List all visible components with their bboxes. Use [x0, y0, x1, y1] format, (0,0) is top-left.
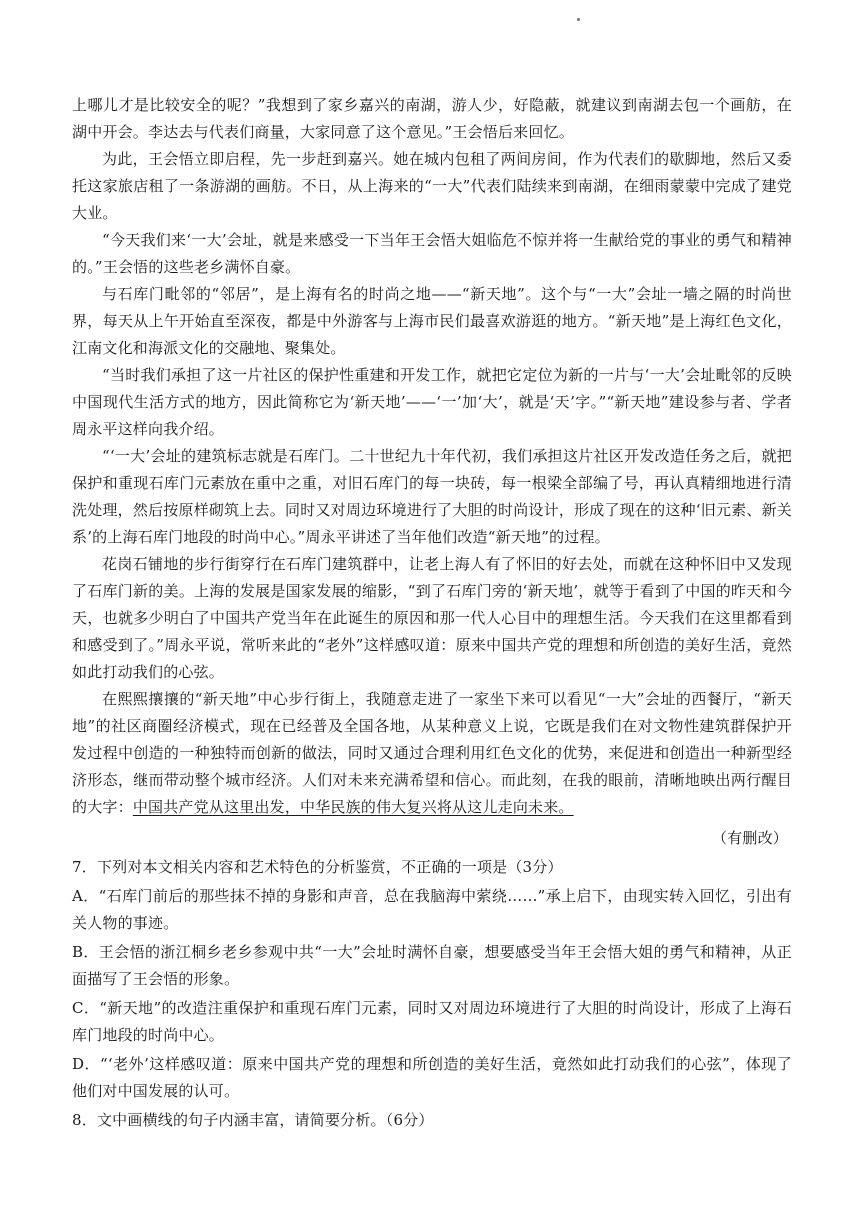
paragraph-4: 与石库门毗邻的“邻居”，是上海有名的时尚之地——“新天地”。这个与“一大”会址一墙之隔的时尚世界，每天从上午开始直至深夜，都是中外游客与上海市民们最喜欢游逛的地方。“新天地”是上海红色文化，江南文化和海派文化的交融地、聚集处。 [72, 285, 792, 357]
paragraph-1: 上哪儿才是比较安全的呢？”我想到了家乡嘉兴的南湖，游人少，好隐蔽，就建议到南湖去包一个画舫，在湖中开会。李达去与代表们商量，大家同意了这个意见。”王会悟后来回忆。 [72, 96, 792, 141]
question-7-option-b: B．王会悟的浙江桐乡老乡参观中共“一大”会址时满怀自豪，想要感受当年王会悟大姐的勇气和精神，从正面描写了王会悟的形象。 [72, 943, 792, 988]
question-7-option-d: D．“‘老外’这样感叹道：原来中国共产党的理想和所创造的美好生活，竟然如此打动我们的心弦”，体现了他们对中国发展的认可。 [72, 1055, 792, 1100]
paragraph-3: “今天我们来‘一大’会址，就是来感受一下当年王会悟大姐临危不惊并将一生献给党的事业的勇气和精神的。”王会悟的这些老乡满怀自豪。 [72, 231, 792, 276]
question-7-option-c: C．“新天地”的改造注重保护和重现石库门元素，同时又对周边环境进行了大胆的时尚设计，形成了上海石库门地段的时尚中心。 [72, 999, 792, 1044]
paragraph-2: 为此，王会悟立即启程，先一步赶到嘉兴。她在城内包租了两间房间，作为代表们的歇脚地，然后又委托这家旅店租了一条游湖的画舫。不日，从上海来的“一大”代表们陆续来到南湖，在细雨蒙蒙中完成了建党大业。 [72, 150, 792, 222]
question-8-stem: 8．文中画横线的句子内涵丰富，请简要分析。（6分） [72, 1111, 434, 1129]
paragraph-7: 花岗石铺地的步行街穿行在石库门建筑群中，让老上海人有了怀旧的好去处，而就在这种怀旧中又发现了石库门新的美。上海的发展是国家发展的缩影，“到了石库门旁的‘新天地’，就等于看到了中国的昨天和今天，也就多少明白了中国共产党当年在此诞生的原因和那一代人心目中的理想生活。今天我们在这里都看到和感受到了。”周永平说，常听来此的“老外”这样感叹道：原来中国共产党的理想和所创造的美好生活，竟然如此打动我们的心弦。 [72, 555, 792, 681]
paragraph-5: “当时我们承担了这一片社区的保护性重建和开发工作，就把它定位为新的一片与‘一大’会址毗邻的反映中国现代生活方式的地方，因此简称它为‘新天地’——‘一’加‘大’，就是‘天’字。”“新天地”建设参与者、学者周永平这样向我介绍。 [72, 366, 792, 438]
question-7-stem: 7．下列对本文相关内容和艺术特色的分析鉴赏，不正确的一项是（3分） [72, 858, 563, 876]
paragraph-8-text: 在熙熙攘攘的“新天地”中心步行街上，我随意走进了一家坐下来可以看见“一大”会址的西餐厅，“新天地”的社区商圈经济模式，现在已经普及全国各地，从某种意义上说，它既是我们在对文物性建筑群保护开发过程中创造的一种独特而创新的做法，同时又通过合理利用红色文化的优势，来促进和创造出一种新型经济形态，继而带动整个城市经济。人们对未来充满希望和信心。而此刻，在我的眼前，清晰地映出两行醒目的大字： [72, 690, 792, 816]
paragraph-6: “‘一大’会址的建筑标志就是石库门。二十世纪九十年代初，我们承担这片社区开发改造任务之后，就把保护和重现石库门元素放在重中之重，对旧石库门的每一块砖，每一根梁全部编了号，再认真精细地进行清洗处理，然后按原样砌筑上去。同时又对周边环境进行了大胆的时尚设计，形成了现在的这种‘旧元素、新关系’的上海石库门地段的时尚中心。”周永平讲述了当年他们改造“新天地”的过程。 [72, 447, 792, 546]
source-note: （有删改） [711, 829, 788, 847]
underlined-sentence: 中国共产党从这里出发，中华民族的伟大复兴将从这儿走向未来。 [132, 798, 574, 816]
question-7-option-a: A．“石库门前后的那些抹不掉的身影和声音，总在我脑海中萦绕……”承上启下，由现实转入回忆，引出有关人物的事迹。 [72, 887, 792, 932]
document-page [72, 92, 792, 1134]
page-marker-dot [577, 18, 580, 21]
paragraph-8 [72, 686, 792, 821]
